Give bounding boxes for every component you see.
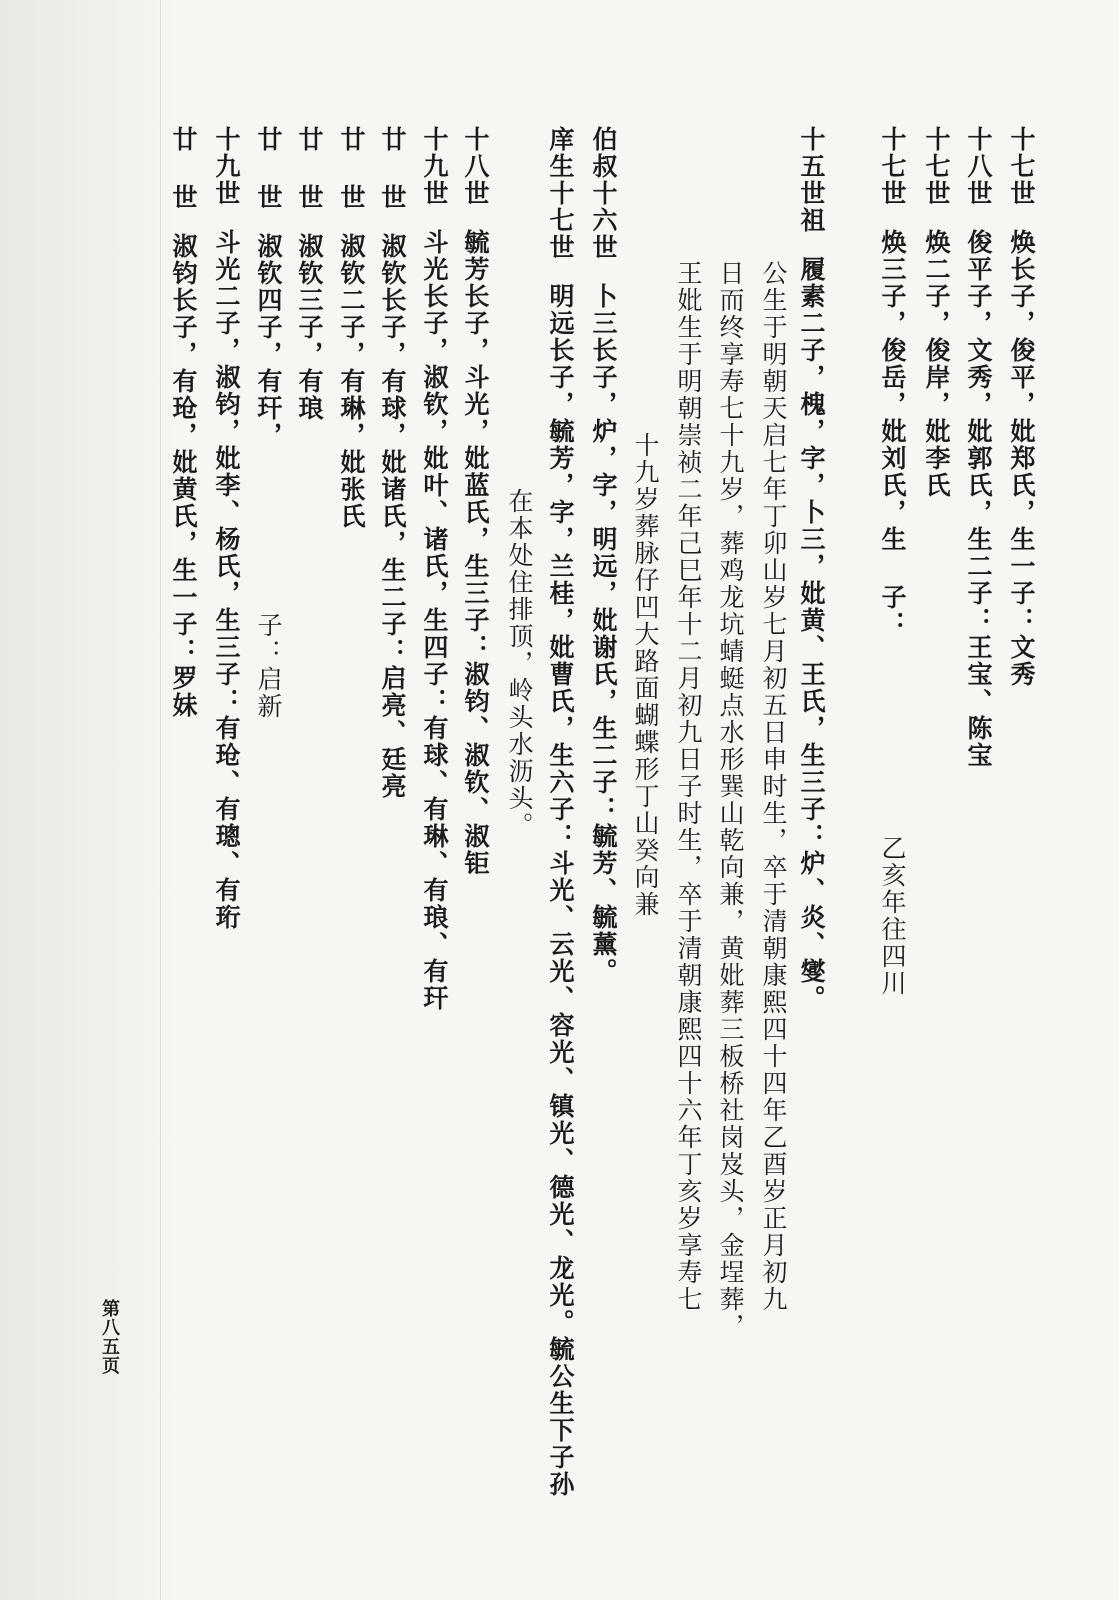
genealogy-entry (1003, 126, 1039, 688)
generation-label: 十七世 (1007, 126, 1036, 207)
generation-label: 廿 世 (254, 126, 283, 211)
entry-text: 毓芳长子，斗光，妣蓝氏，生三子：淑钧、淑钦、淑钜 (461, 229, 490, 877)
entry-text: 淑钧长子，有玱，妣黄氏，生一子：罗妹 (169, 233, 198, 719)
genealogy-entry (250, 126, 286, 449)
genealogy-entry (960, 126, 996, 769)
generation-label: 十五世祖 (797, 126, 826, 234)
biography-line: 十九岁葬脉仔凹大路面蝴蝶形丁山癸向兼 (631, 432, 660, 918)
genealogy-entry (374, 126, 410, 800)
entry-text: 斗光长子，淑钦，妣叶、诸氏，生四子：有球、有琳、有琅、有玕 (420, 229, 449, 1012)
entry-text: 淑钦四子，有玕， (254, 233, 283, 449)
generation-label: 十九世 (212, 126, 241, 207)
genealogy-entry (793, 126, 829, 1012)
entry-text: 淑钦三子，有琅 (295, 233, 324, 422)
biography-line: 日而终享寿七十九岁，葬鸡龙坑蜻蜓点水形巽山乾向兼，黄妣葬三板桥社岗岌头，金埕葬， (716, 260, 745, 1340)
generation-label: 廿 世 (378, 126, 407, 211)
genealogy-entry (333, 126, 369, 530)
generation-label: 伯叔十六世 (589, 126, 618, 261)
generation-label: 十八世 (964, 126, 993, 207)
biography-line: 公生于明朝天启七年丁卯山岁七月初五日申时生，卒于清朝康熙四十四年乙酉岁正月初九 (759, 260, 788, 1313)
entry-text: 焕三子，俊岳，妣刘氏，生 子： (878, 229, 907, 638)
genealogy-entry (457, 126, 493, 877)
generation-label: 十八世 (461, 126, 490, 207)
genealogy-entry (208, 126, 244, 931)
biography-line: 王妣生于明朝崇祯二年己巳年十二月初九日子时生，卒于清朝康熙四十六年丁亥岁享寿七 (674, 260, 703, 1313)
genealogy-entry (874, 126, 910, 638)
genealogy-entry (585, 126, 621, 985)
generation-label: 庠生十七世 (546, 126, 575, 261)
entry-aside-note: 乙亥年往四川 (878, 835, 907, 997)
entry-text: 斗光二子，淑钧，妣李、杨氏，生三子：有玱、有璁、有珩 (212, 229, 241, 931)
page-edge-shadow (0, 0, 190, 1600)
generation-label: 十七世 (878, 126, 907, 207)
genealogy-entry (165, 126, 201, 719)
entry-text: 俊平子，文秀，妣郭氏，生二子：王宝、陈宝 (964, 229, 993, 769)
genealogy-entry (542, 126, 578, 1498)
page-number: 第八五页 (99, 1299, 120, 1375)
genealogy-entry (918, 126, 954, 499)
genealogy-entry (416, 126, 452, 1012)
generation-label: 廿 世 (337, 126, 366, 211)
genealogy-entry (291, 126, 327, 422)
generation-label: 廿 世 (295, 126, 324, 211)
entry-text: 淑钦二子，有琳，妣张氏 (337, 233, 366, 530)
entry-text: 淑钦长子，有球，妣诸氏，生二子：启亮、廷亮 (378, 233, 407, 800)
generation-label: 十七世 (922, 126, 951, 207)
entry-aside-note: 子：启新 (254, 612, 283, 720)
entry-text: 焕长子，俊平，妣郑氏，生一子：文秀 (1007, 229, 1036, 688)
entry-note: 在本处住排顶，岭头水沥头。 (505, 488, 534, 839)
generation-label: 廿 世 (169, 126, 198, 211)
entry-text: 明远长子，毓芳，字，兰桂，妣曹氏，生六子：斗光、云光、容光、镇光、德光、龙光。毓公生下子孙 (546, 283, 575, 1498)
generation-label: 十九世 (420, 126, 449, 207)
entry-text: 卜三长子，炉，字，明远，妣谢氏，生二子：毓芳、毓薰。 (589, 283, 618, 985)
page-fold-line (160, 0, 161, 1600)
entry-text: 焕二子，俊岸，妣李氏 (922, 229, 951, 499)
entry-text: 履素二子，槐，字，卜三，妣黄、王氏，生三子：炉、炎、燮。 (797, 256, 826, 1012)
